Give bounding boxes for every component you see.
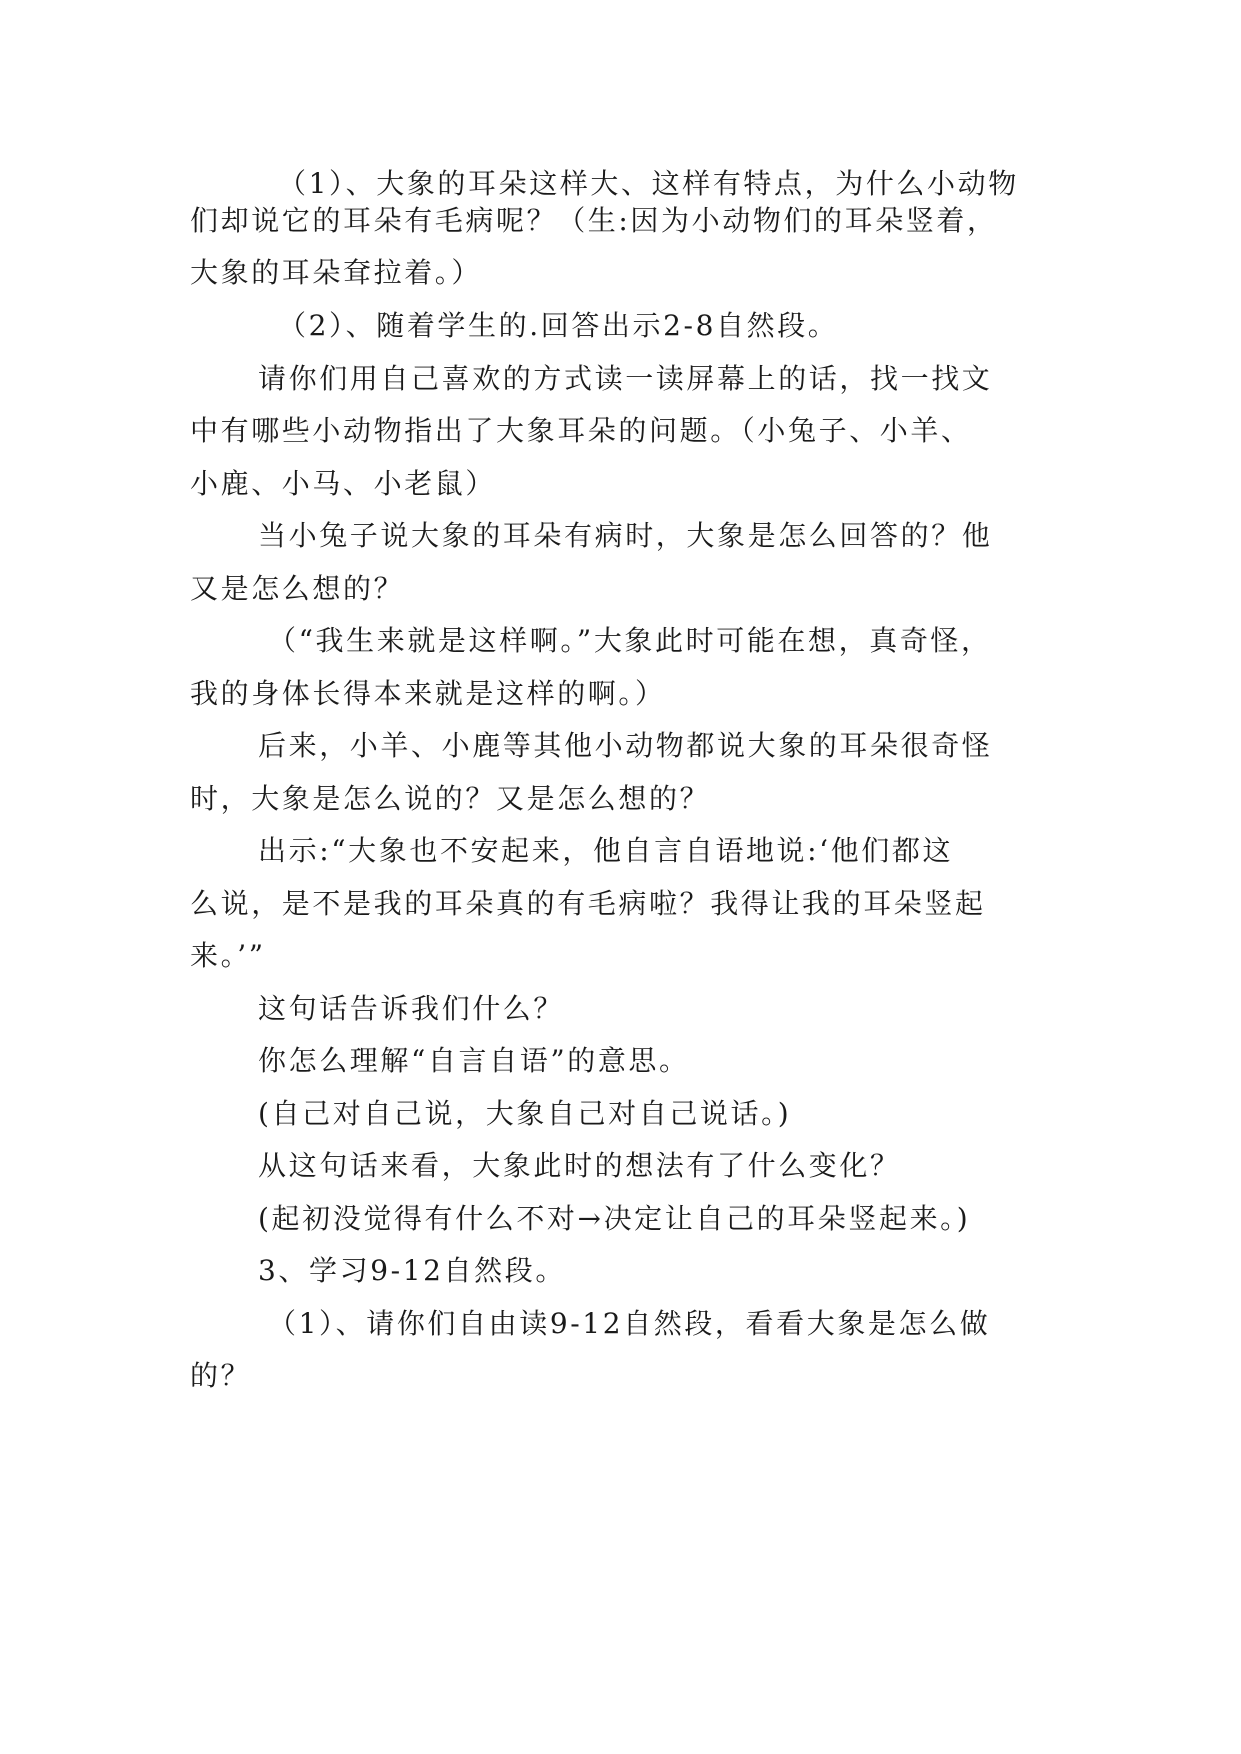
text-line: 的？ (190, 1359, 252, 1392)
text-line: （“我生来就是这样啊。”大象此时可能在想，真奇怪， (268, 624, 992, 657)
text-line: 么说，是不是我的耳朵真的有毛病啦？我得让我的耳朵竖起 (190, 887, 986, 920)
text-line: 从这句话来看，大象此时的想法有了什么变化？ (258, 1149, 901, 1182)
text-line: 小鹿、小马、小老鼠） (190, 467, 497, 500)
text-line: 后来，小羊、小鹿等其他小动物都说大象的耳朵很奇怪 (258, 729, 993, 762)
text-line: 请你们用自己喜欢的方式读一读屏幕上的话，找一找文 (258, 362, 993, 395)
text-line: 当小兔子说大象的耳朵有病时，大象是怎么回答的？他 (258, 519, 993, 552)
text-line: 来。’” (190, 939, 266, 972)
text-line: 大象的耳朵耷拉着。） (190, 256, 483, 289)
text-line: （1）、请你们自由读9-12自然段，看看大象是怎么做 (268, 1307, 991, 1340)
text-line: 这句话告诉我们什么？ (258, 992, 565, 1025)
text-line: 3、学习9-12自然段。 (258, 1254, 566, 1287)
text-line: (起初没觉得有什么不对→决定让自己的耳朵竖起来。) (258, 1202, 971, 1235)
text-line: 我的身体长得本来就是这样的啊。） (190, 677, 666, 710)
text-line: （1）、大象的耳朵这样大、这样有特点，为什么小动物 (278, 167, 1019, 200)
text-line: (自己对自己说，大象自己对自己说话。) (258, 1097, 792, 1130)
text-line: 又是怎么想的？ (190, 572, 405, 605)
text-line: 出示:“大象也不安起来，他自言自语地说:‘他们都这 (258, 834, 954, 867)
text-line: 时，大象是怎么说的？又是怎么想的？ (190, 782, 711, 815)
text-line: 们却说它的耳朵有毛病呢？（生:因为小动物们的耳朵竖着， (190, 204, 998, 237)
text-line: 中有哪些小动物指出了大象耳朵的问题。（小兔子、小羊、 (190, 414, 972, 447)
text-line: （2）、随着学生的.回答出示2-8自然段。 (278, 309, 839, 342)
text-line: 你怎么理解“自言自语”的意思。 (258, 1044, 690, 1077)
